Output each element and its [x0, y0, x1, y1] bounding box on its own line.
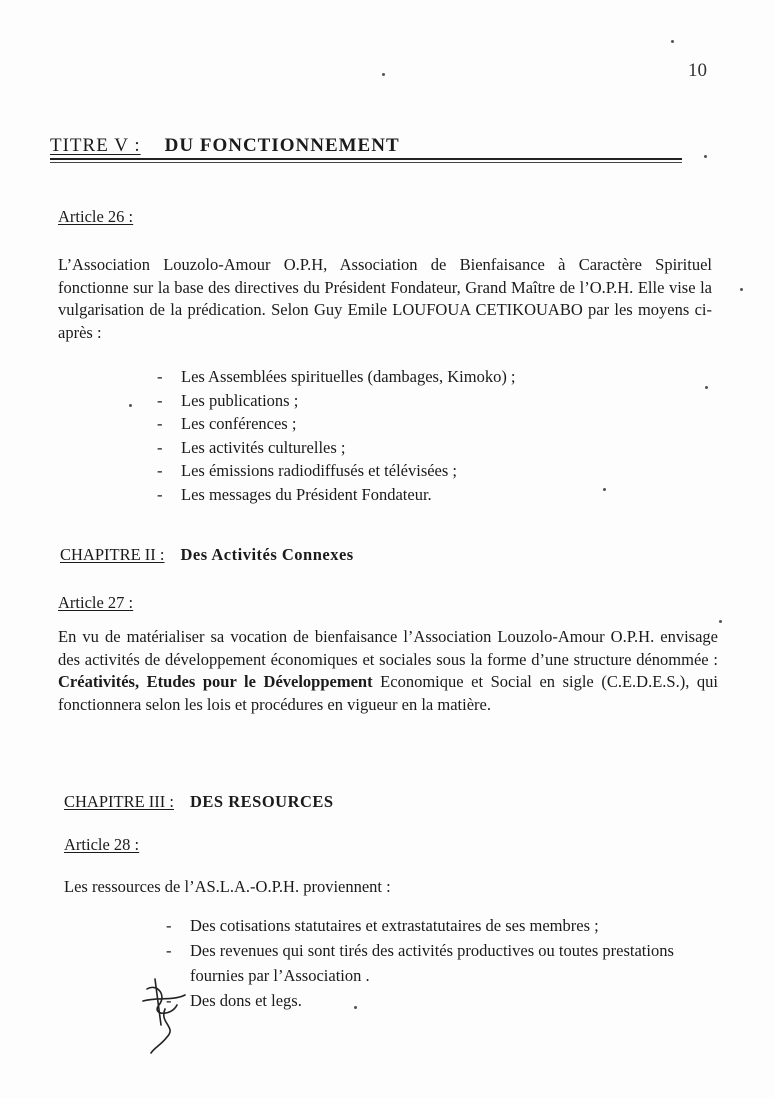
list-item: - Les conférences ; — [157, 414, 297, 433]
signature-mark — [137, 975, 197, 1055]
titre-heading — [50, 135, 400, 157]
list-item: - Les Assemblées spirituelles (dambages, Kimoko) ; — [157, 367, 516, 386]
title-rule — [50, 158, 682, 160]
titre-label: TITRE V : — [50, 135, 141, 156]
list-item: - Les publications ; — [157, 390, 299, 410]
scan-speck — [704, 155, 707, 158]
list-item: - Des cotisations statutaires et extrastatutaires de ses membres ; — [166, 916, 599, 935]
scan-speck — [671, 40, 674, 43]
article-27-heading: Article 27 : — [58, 593, 134, 612]
scan-speck — [705, 386, 708, 389]
chapitre-2-name: Des Activités Connexes — [180, 545, 354, 564]
article-26-list — [157, 365, 627, 506]
chapitre-3-heading — [64, 792, 334, 812]
scan-speck — [719, 620, 722, 623]
structure-name: Créativités, Etudes pour le Développement — [58, 672, 373, 691]
article-28-heading: Article 28 : — [64, 835, 140, 854]
scan-speck — [129, 404, 132, 407]
article-26-text: L’Association Louzolo-Amour O.P.H, Association de Bienfaisance à Caractère Spirituel fonctionne sur la base des directives du Président Fondateur, Grand Maître de l’O.P.H. Elle vise la vulgarisation de la prédication. Selon Guy Emile LOUFOUA CETIKOUABO par les moyens ci-après : — [58, 255, 712, 342]
list-item: - Des revenues qui sont tirés des activités productives ou toutes prestations fournies par l’Association . — [166, 941, 674, 985]
list-item: - Les émissions radiodiffusés et télévisées ; — [157, 461, 458, 480]
list-item: - Les activités culturelles ; — [157, 437, 346, 457]
title-rule-secondary — [50, 162, 682, 163]
scan-speck — [740, 288, 743, 291]
article-28-text: Les ressources de l’AS.L.A.-O.P.H. proviennent : — [64, 877, 391, 896]
article-28-list — [166, 913, 726, 1013]
scan-speck — [603, 488, 606, 491]
article-27-text: En vu de matérialiser sa vocation de bienfaisance l’Association Louzolo-Amour O.P.H. envisage des activités de développement économiques et sociales sous la forme d’une structure dénommée : Créativités, Etudes pour le Développement Economique et Social en sigle (C.E.D.E.S.), qui fonctionnera selon les lois et procédures en vigueur en la matière. — [58, 627, 718, 714]
chapitre-2-label: CHAPITRE II : — [60, 545, 165, 564]
list-item: - Les messages du Président Fondateur. — [157, 484, 432, 504]
scan-speck — [382, 73, 385, 76]
chapitre-3-name: DES RESOURCES — [190, 792, 334, 811]
list-item: - Des dons et legs. — [166, 991, 302, 1010]
titre-name: DU FONCTIONNEMENT — [164, 135, 400, 156]
chapitre-2-heading — [60, 545, 354, 565]
chapitre-3-label: CHAPITRE III : — [64, 792, 174, 811]
page-number: 10 — [688, 60, 707, 81]
scan-speck — [354, 1006, 357, 1009]
article-26-heading: Article 26 : — [58, 207, 134, 226]
